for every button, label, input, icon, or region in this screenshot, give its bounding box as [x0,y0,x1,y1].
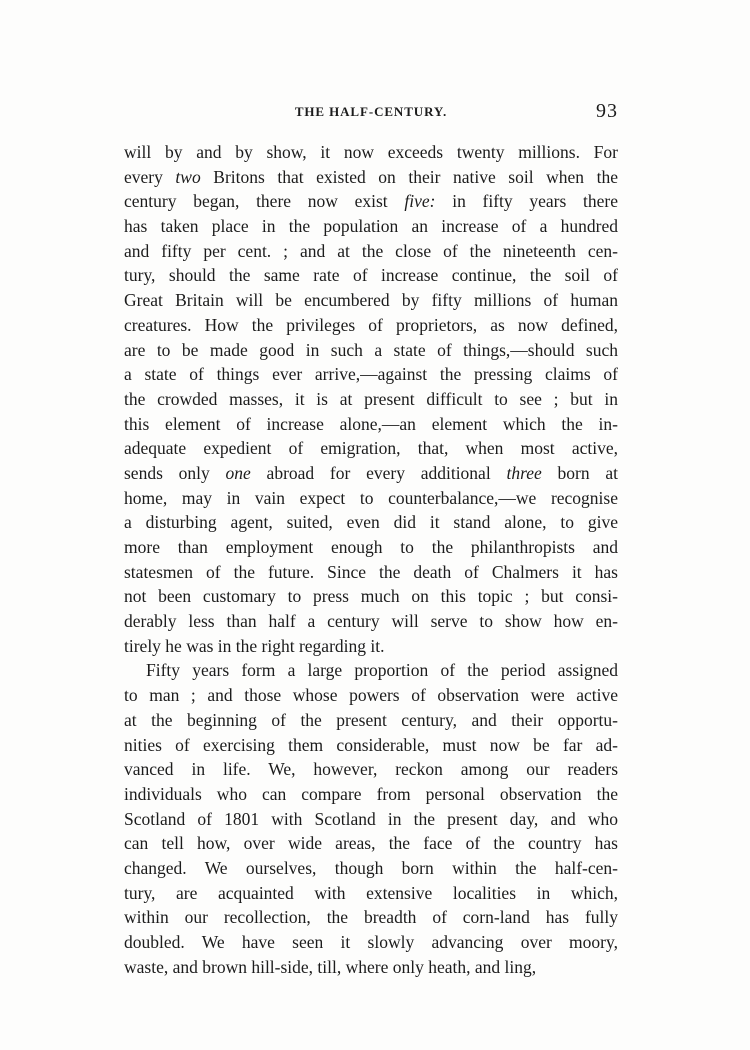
text-run: the crowded masses, it is at present difficult to see ; but in [124,388,618,409]
text-run: nities of exercising them considerable, must now be far ad- [124,734,618,755]
italic-text: three [506,462,542,483]
text-run: Britons that existed on their native soil when the [200,166,618,187]
text-line [124,461,618,486]
text-run: to man ; and those whose powers of observation were active [124,685,618,706]
text-run: more than employment enough to the philanthropists and [124,537,618,557]
text-line [124,165,618,190]
text-run: changed. We ourselves, though born within the half-cen- [124,857,618,878]
text-line [124,708,618,733]
text-run: adequate expedient of emigration, that, when most active, [124,438,618,459]
text-line [124,905,618,930]
text-line [124,214,618,239]
text-run: born at [541,462,618,483]
text-line [124,831,618,856]
text-run: and fifty per cent. ; and at the close of the nineteenth cen- [124,240,618,261]
text-run: creatures. How the privileges of proprietors, as now defined, [124,314,618,335]
text-line [124,263,618,288]
text-run: has taken place in the population an increase of a hundred [124,216,618,237]
text-line [124,955,618,980]
text-run: Great Britain will be encumbered by fifty millions of human [124,290,618,311]
text-run: waste, and brown hill-side, till, where only heath, and ling, [124,956,537,977]
text-run: Fifty years form a large proportion of the period assigned [146,660,618,681]
text-run: at the beginning of the present century, and their opportu- [124,709,618,730]
text-line [124,881,618,906]
text-run: vanced in life. We, however, reckon among our readers [124,759,618,780]
text-run: statesmen of the future. Since the death of Chalmers it has [124,561,618,582]
paragraph [124,140,618,658]
text-run: this element of increase alone,—an element which the in- [124,413,618,434]
text-run: individuals who can compare from personal observation the [124,783,618,804]
italic-text: five: [404,191,436,212]
text-run: are to be made good in such a state of things,—should such [124,339,618,360]
running-head: THE HALF-CENTURY. [294,104,448,119]
text-line [124,362,618,387]
text-run: abroad for every additional [250,462,507,483]
text-line [124,856,618,881]
text-run: tirely he was in the right regarding it. [124,635,385,656]
text-run: derably less than half a century will serve to show how en- [124,611,618,632]
text-line [124,288,618,313]
text-line [124,757,618,782]
text-run: a state of things ever arrive,—against the pressing claims of [124,364,618,385]
text-run: doubled. We have seen it slowly advancing over moory, [124,932,618,952]
text-line [124,584,618,609]
page-number: 93 [596,100,618,122]
text-line [124,609,618,634]
italic-text: two [175,166,201,187]
text-line [124,140,618,165]
text-run: tury, should the same rate of increase continue, the soil of [124,265,618,286]
text-run: Scotland of 1801 with Scotland in the present day, and who [124,808,618,829]
text-line [124,930,618,955]
text-line [124,338,618,363]
text-line [124,733,618,758]
text-line [124,560,618,585]
text-run: century began, there now exist [124,191,405,212]
text-line [124,683,618,708]
text-line [124,189,618,214]
text-line [124,658,618,683]
body-text [124,140,618,979]
text-line [124,535,618,560]
text-run: can tell how, over wide areas, the face of the country has [124,833,618,854]
text-run: a disturbing agent, suited, even did it stand alone, to give [124,512,618,533]
text-run: home, may in vain expect to counterbalance,—we recognise [124,487,618,508]
text-line [124,634,618,659]
text-line [124,412,618,437]
text-run: sends only [124,462,226,483]
text-run: every [124,166,176,187]
text-line [124,782,618,807]
text-line [124,239,618,264]
text-run: not been customary to press much on this topic ; but consi- [124,586,618,607]
text-line [124,313,618,338]
italic-text: one [225,462,251,483]
text-run: will by and by show, it now exceeds twenty millions. For [124,142,618,162]
text-run: in fifty years there [435,191,618,212]
page-header [124,100,618,124]
paragraph [124,658,618,979]
text-run: tury, are acquainted with extensive localities in which, [124,882,618,903]
text-line [124,436,618,461]
text-run: within our recollection, the breadth of corn-land has fully [124,907,618,928]
text-line [124,387,618,412]
text-line [124,486,618,511]
text-line [124,807,618,832]
text-line [124,510,618,535]
